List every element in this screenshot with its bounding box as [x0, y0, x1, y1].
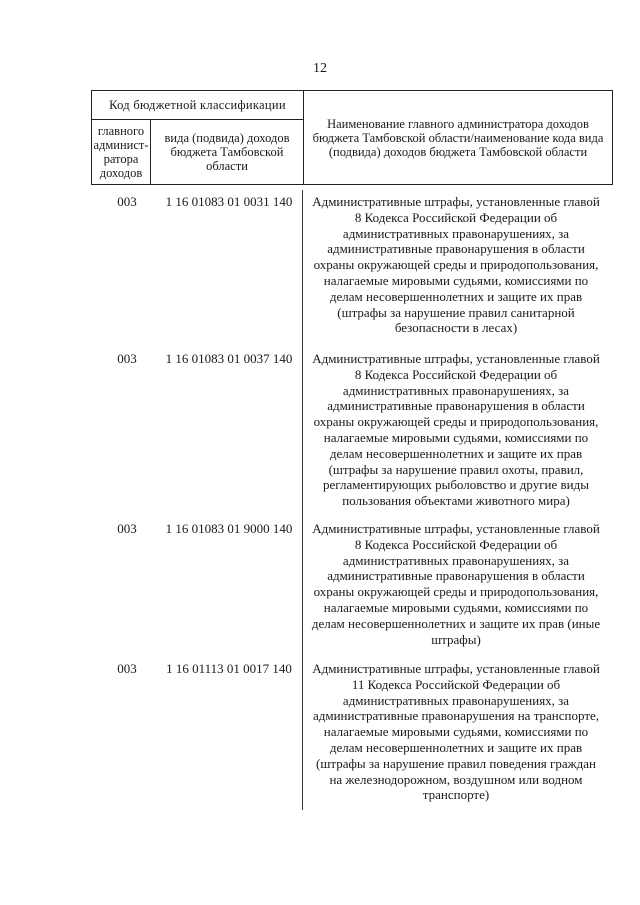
code-column-header: вида (подвида) доходов бюджета Тамбовской области	[151, 120, 304, 185]
description-cell: Административные штрафы, установленные главой 11 Кодекса Российской Федерации об административных правонарушениях, за административные правонарушения на транспорте, налагаемые мировыми судьями, комиссиями по делам несовершеннолетних и защите их прав (штрафы за нарушение правил поведения граждан на железнодорожном, воздушном или водном транспорте)	[312, 661, 600, 803]
column-divider	[302, 190, 303, 810]
description-cell: Административные штрафы, установленные главой 8 Кодекса Российской Федерации об административных правонарушениях, за административные правонарушения в области охраны окружающей среды и природопользования, налагаемые мировыми судьями, комиссиями по делам несовершеннолетних и защите их прав (иные штрафы)	[311, 521, 601, 647]
admin-code-cell: 003	[117, 521, 137, 536]
description-cell: Административные штрафы, установленные главой 8 Кодекса Российской Федерации об административных правонарушениях, за административные правонарушения в области охраны окружающей среды и природопользования, налагаемые мировыми судьями, комиссиями по делам несовершеннолетних и защите их прав (штрафы за нарушение правил охоты, правил, регламентирующих рыболовство и другие виды пользования объектами животного мира)	[312, 351, 600, 509]
description-cell: Административные штрафы, установленные главой 8 Кодекса Российской Федерации об административных правонарушениях, за административные правонарушения в области охраны окружающей среды и природопользования, налагаемые мировыми судьями, комиссиями по делам несовершеннолетних и защите их прав (штрафы за нарушение правил санитарной безопасности в лесах)	[312, 194, 600, 336]
table-header	[91, 90, 613, 185]
revenue-code-cell: 1 16 01083 01 9000 140	[165, 521, 293, 536]
revenue-code-cell: 1 16 01113 01 0017 140	[166, 661, 292, 676]
revenue-code-cell: 1 16 01083 01 0031 140	[165, 194, 293, 209]
page-number: 12	[313, 61, 327, 76]
admin-code-cell: 003	[117, 661, 137, 676]
admin-column-header: главного админист-ратора доходов	[92, 120, 151, 185]
revenue-code-cell: 1 16 01083 01 0037 140	[165, 351, 293, 366]
bcc-group-header: Код бюджетной классификации	[92, 91, 304, 120]
admin-code-cell: 003	[117, 194, 137, 209]
admin-code-cell: 003	[117, 351, 137, 366]
name-column-header: Наименование главного администратора доходов бюджета Тамбовской области/наименование кода вида (подвида) доходов бюджета Тамбовской области	[304, 91, 613, 185]
